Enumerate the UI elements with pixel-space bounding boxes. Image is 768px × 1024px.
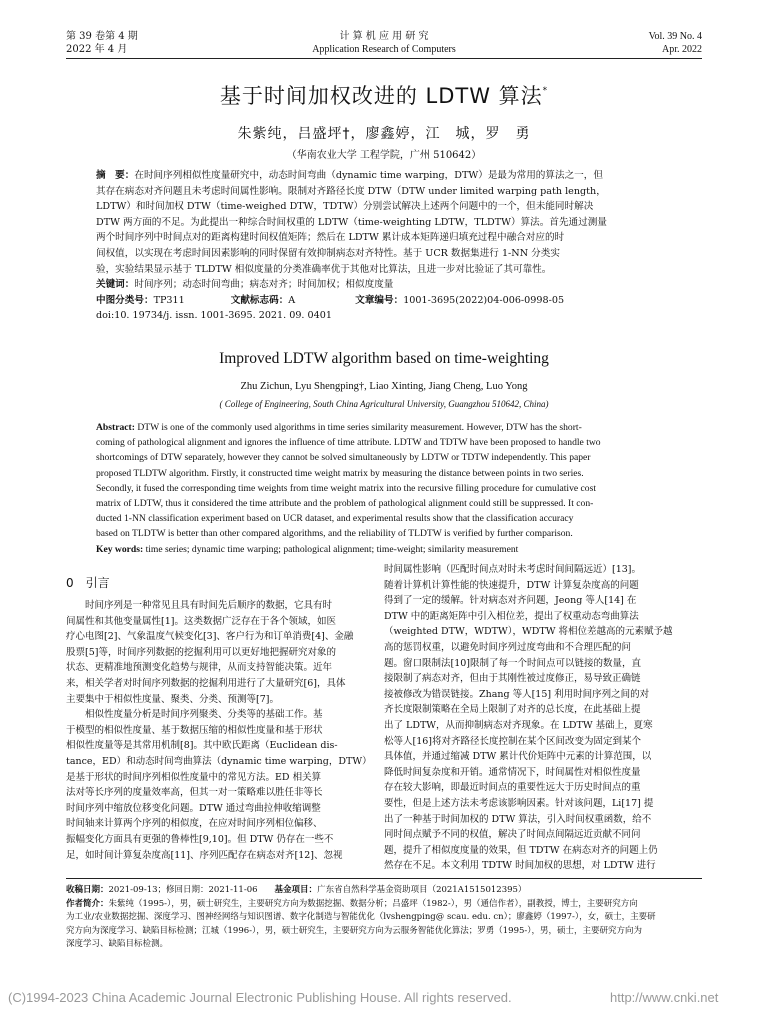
author-bio-line: 为工业/农业数据挖掘、深度学习、图神经网络与知识图谱、数字化制造与智能优化（lvshengping@ scau. edu. cn）；廖鑫婷（1997-），女，硕士，主要研 [66, 912, 656, 922]
section-number: 0 [66, 576, 74, 590]
abstract-cn-line [96, 168, 676, 184]
body-line: 题。窗口限制法[10]限制了每一个时间点可以链接的数量，直 [384, 657, 642, 669]
body-line: （weighted DTW，WDTW），WDTW 将相位差越高的元素赋予越 [384, 626, 673, 638]
body-line: 间属性和其他变量属性[1]。这类数据广泛存在于各个领域，如医 [66, 615, 336, 627]
keywords-cn-label: 关键词： [96, 279, 135, 291]
body-line: 股票[5]等，时间序列数据的挖掘利用可以更好地把握研究对象的 [66, 646, 336, 658]
abstract-en-line: coming of pathological alignment and ignores the influence of time attribute. LDTW and TDTW have been proposed to handle two [96, 437, 601, 449]
keywords-en-label: Key words: [96, 543, 144, 555]
abstract-en-line: shortcomings of DTW separately, however they cannot be solved simultaneously by LDTW or TDTW independently. This paper [96, 452, 591, 464]
doc-code-label: 文献标志码： [230, 294, 289, 306]
body-line: 疗心电图[2]、气象温度气候变化[3]、客户行为和订单消费[4]、金融 [66, 631, 354, 643]
keywords-en [96, 542, 676, 557]
header-rule [66, 58, 702, 59]
doi: doi:10. 19734/j. issn. 1001-3695. 2021. 09. 0401 [96, 310, 332, 322]
body-line: DTW 中的距离矩阵中引入相位差，提出了权重动态弯曲算法 [384, 610, 639, 622]
body-line: 主要集中于相似性度量、聚类、分类、预测等[7]。 [66, 693, 279, 705]
title-footnote-mark: * [542, 86, 549, 96]
header-journal-en: Application Research of Computers [312, 44, 456, 55]
body-line: 要性，但是上述方法未考虑该影响因素。针对该问题，Li[17] 提 [384, 797, 654, 809]
body-line: 足，如时间计算复杂度高[11]、序列匹配存在病态对齐[12]、忽视 [66, 849, 343, 861]
body-line: 同时间点赋予不同的权值，解决了时间点间隔远近贡献不同问 [384, 829, 641, 841]
header-vol-en: Vol. 39 No. 4 [648, 31, 702, 42]
body-line: 来，相关学者对时间序列数据的挖掘利用进行了大量研究[6]，具体 [66, 677, 346, 689]
keywords-cn [96, 277, 676, 293]
section-title: 引言 [85, 576, 110, 590]
keywords-cn-value: 时间序列；动态时间弯曲；病态对齐；时间加权；相似度度量 [134, 279, 394, 291]
header-date-en: Apr. 2022 [662, 44, 702, 55]
body-line: 法对等长序列的度量效率高，但其一对一策略难以胜任非等长 [66, 787, 323, 799]
body-line: tance，ED）和动态时间弯曲算法（dynamic time warping，DTW） [66, 755, 372, 767]
body-line: 出了一种基于时间加权的 DTW 算法，引入时间权重函数，给不 [384, 813, 652, 825]
body-line: 松等人[16]将对齐路径长度控制在某个区间改变为固定到某个 [384, 735, 642, 747]
body-right-column [384, 562, 702, 874]
fund-value: 广东省自然科学基金资助项目（2021A1515012395） [317, 885, 527, 895]
body-line: 时间轴来计算两个序列的相似度，在应对时间序列相位偏移、 [66, 818, 323, 830]
body-line: 具体值，并通过缩减 DTW 累计代价矩阵中元素的计算范围，以 [384, 751, 652, 763]
section-heading-introduction [66, 574, 110, 591]
copyright-watermark: (C)1994-2023 China Academic Journal Electronic Publishing House. All rights reserved. [8, 990, 512, 1005]
author-bio-line: 究方向为深度学习、缺陷目标检测；江城（1996-），男，硕士研究生，主要研究方向为云服务智能优化算法；罗勇（1995-），男，硕士，主要研究方向为 [66, 925, 643, 936]
footnote [66, 884, 702, 952]
author-bio-line [66, 898, 702, 912]
body-line: 是基于形状的时间序列相似性度量中的常见方法。ED 相关算 [66, 771, 322, 783]
footnote-dates-fund [66, 884, 702, 898]
body-line: 时间序列是一种常见且具有时间先后顺序的数据，它具有时 [66, 600, 333, 611]
abstract-cn-line: 其存在病态对齐问题且未考虑时间属性影响。限制对齐路径长度 DTW（DTW under limited warping path length， [96, 185, 606, 197]
body-line: 然存在不足。本文利用 TDTW 时间加权的思想，对 LDTW 进行 [384, 860, 656, 872]
header-date: 2022 年 4 月 [66, 44, 128, 55]
author-bio-text: 朱紫纯（1995-），男，硕士研究生，主要研究方向为数据挖掘、数据分析；吕盛坪（1982-），男（通信作者），副教授，博士，主要研究方向 [108, 898, 638, 909]
body-line: 随着计算机计算性能的快速提升，DTW 计算复杂度高的问题 [384, 579, 639, 591]
footnote-rule [66, 878, 702, 879]
abstract-en-line: Secondly, it fused the corresponding time weights from time weight matrix into the recursive filling procedure for cumulative cost [96, 482, 596, 494]
author-bio-line: 深度学习、缺陷目标检测。 [66, 939, 169, 949]
body-line: 时间序列中缩放位移变化问题。DTW 通过弯曲拉伸收缩调整 [66, 802, 321, 814]
body-left-column [66, 598, 384, 863]
body-line: 振幅变化方面具有更强的鲁棒性[9,10]。但 DTW 仍存在一些不 [66, 833, 334, 845]
body-line: 出了 LDTW，从而抑制病态对齐现象。在 LDTW 基础上，夏寒 [384, 719, 653, 731]
abstract-cn-line: LDTW）和时间加权 DTW（time-weighed DTW，TDTW）分别尝试解决上述两个问题中的一个，但未能同时解决 [96, 201, 594, 213]
doc-code-value: A [288, 294, 296, 306]
abstract-cn-line: 验，实验结果显示基于 TLDTW 相似度量的分类准确率优于其他对比算法，且进一步对比验证了其可靠性。 [96, 263, 552, 275]
body-line: 相似性度量分析是时间序列聚类、分类等的基础工作。基 [66, 709, 323, 721]
received-dates: 2021-09-13；修回日期：2021-11-06 [108, 885, 275, 895]
abstract-cn-text: 在时间序列相似性度量研究中，动态时间弯曲（dynamic time warping，DTW）是最为常用的算法之一，但 [134, 170, 603, 181]
body-line: 题，提升了相似度度量的效果，但 TDTW 在病态对齐的问题上仍 [384, 844, 658, 856]
affiliation-en: ( College of Engineering, South China Agricultural University, Guangzhou 510642, China) [219, 399, 549, 409]
authors-en: Zhu Zichun, Lyu Shengping†, Liao Xinting, Jiang Cheng, Luo Yong [240, 381, 528, 392]
body-line: 状态、更精准地预测变化趋势与规律，从而支持智能决策。近年 [66, 662, 333, 674]
abstract-en-line: proposed TLDTW algorithm. Firstly, it constructed time weight matrix by measuring the distance between points in two series. [96, 467, 584, 479]
paper-title-cn [0, 80, 768, 110]
fund-label: 基金项目： [274, 885, 318, 895]
body-line: 相似性度量等是其常用机制[8]。其中欧氏距离（Euclidean dis- [66, 740, 338, 752]
body-line: 存在较大影响，即最近时间点的重要性远大于历史时间点的重 [384, 782, 641, 794]
author-bio-label: 作者简介： [66, 898, 109, 909]
body-line: 降低时间复杂度和开销。通常情况下，时间属性对相似性度量 [384, 766, 641, 778]
abstract-en-line: based on TLDTW is better than other compared algorithms, and the reliability of TLDTW is verified by further comparison. [96, 528, 573, 540]
abstract-cn-line: DTW 两方面的不足。为此提出一种综合时间权重的 LDTW（time-weighting LDTW，TLDTW）算法。首先通过测量 [96, 216, 607, 228]
paper-title-en: Improved LDTW algorithm based on time-weighting [219, 350, 549, 367]
abstract-cn-line: 两个时间序列中时间点对的距离构建时间权值矩阵；然后在 LDTW 累计成本矩阵递归填充过程中融合对应的时 [96, 232, 565, 244]
header-journal-cn: 计 算 机 应 用 研 究 [339, 31, 429, 42]
affiliation-cn: （华南农业大学 工程学院，广州 510642） [286, 150, 482, 161]
clc-label: 中图分类号： [96, 294, 154, 306]
abstract-cn-line: 间权值，以实现在考虑时间因素影响的同时保留有效抑制病态对齐特性。基于 UCR 数据集进行 1-NN 分类实 [96, 247, 560, 259]
abstract-en [96, 420, 676, 557]
authors-cn: 朱紫纯，吕盛坪†，廖鑫婷，江 城，罗 勇 [237, 126, 531, 142]
abstract-cn-label: 摘 要： [96, 170, 135, 181]
article-number-value: 1001-3695(2022)04-006-0998-05 [403, 294, 565, 306]
body-line: 高的惩罚权重，以避免时间序列过度弯曲和不合理匹配的问 [384, 641, 632, 653]
article-number-label: 文章编号： [355, 294, 404, 306]
title-text: 基于时间加权改进的 LDTW 算法 [219, 84, 543, 108]
header-volume-issue: 第 39 卷第 4 期 [66, 31, 138, 42]
abstract-en-line: matrix of LDTW, thus it considered the time attribute and the problem of pathological alignment could still be suppressed. It con- [96, 498, 594, 510]
abstract-en-line [96, 420, 676, 435]
classification-line [96, 293, 676, 309]
clc-value: TP311 [153, 294, 185, 306]
body-line: 得到了一定的缓解。针对病态对齐问题，Jeong 等人[14] 在 [384, 595, 637, 607]
received-label: 收稿日期： [66, 885, 109, 895]
body-line: 齐长度限制策略在全局上限制了对齐的总长度，在此基础上提 [384, 704, 641, 716]
abstract-cn [96, 168, 676, 324]
body-line: 接限制了病态对齐，但由于其刚性被过度修正，易导致正确链 [384, 673, 641, 685]
abstract-en-line: ducted 1-NN classification experiment based on UCR dataset, and experimental results show that the classification accuracy [96, 513, 574, 525]
body-line: 接被修改为错误链接。Zhang 等人[15] 利用时间序列之间的对 [384, 688, 650, 700]
abstract-en-label: Abstract: [96, 422, 135, 433]
body-line: 于模型的相似性度量、基于数据压缩的相似性度量和基于形状 [66, 724, 323, 736]
abstract-en-text: DTW is one of the commonly used algorithms in time series similarity measurement. However, DTW has the short- [137, 422, 582, 433]
keywords-en-value: time series; dynamic time warping; pathological alignment; time-weight; similarity measurement [145, 543, 519, 555]
body-line: 时间属性影响（匹配时间点对时未考虑时间间隔远近）[13]。 [384, 564, 642, 575]
cnki-url[interactable]: http://www.cnki.net [610, 990, 719, 1005]
